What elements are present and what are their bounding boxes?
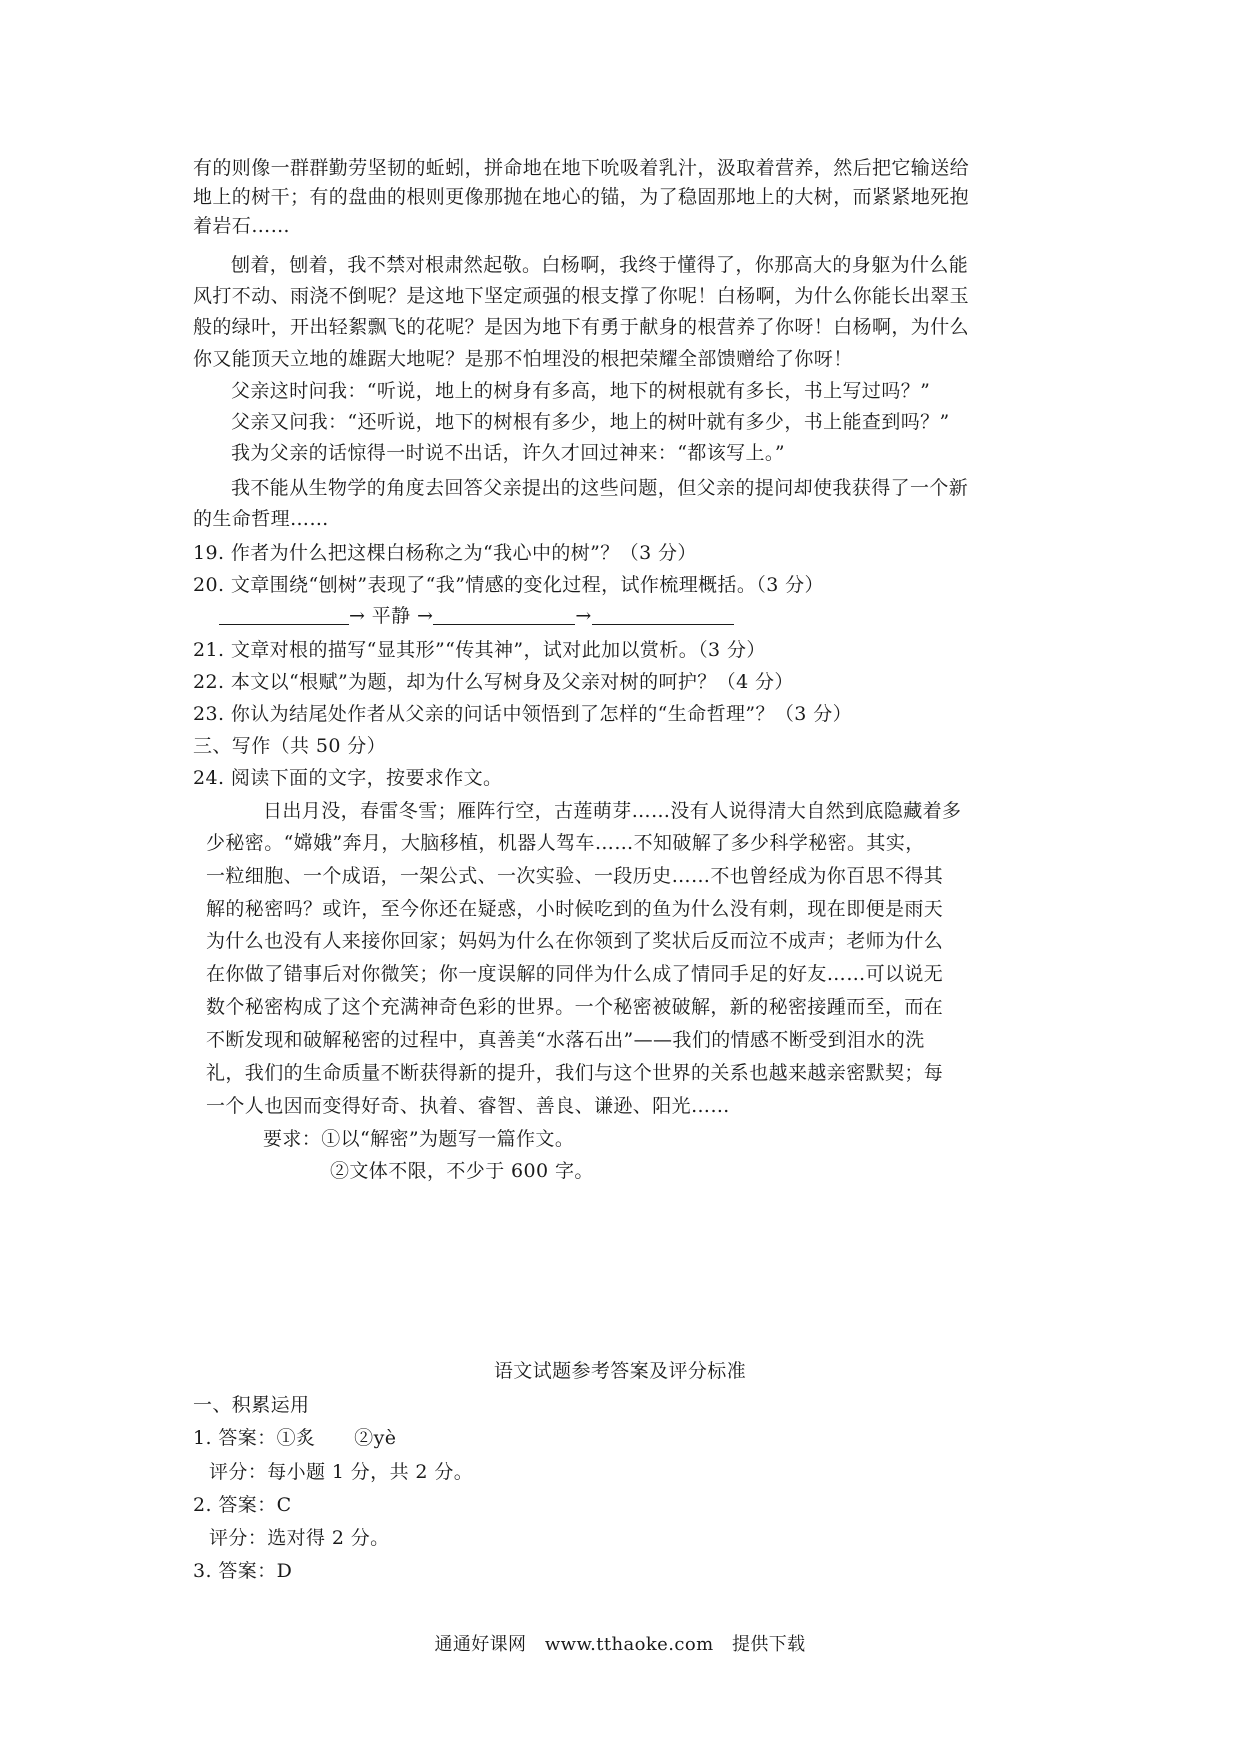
answer-1: 1. 答案：①炙 ②yè: [193, 1427, 397, 1449]
material-line: 在你做了错事后对你微笑；你一度误解的同伴为什么成了情同手足的好友……可以说无: [206, 963, 944, 985]
flow-arrow: →: [417, 605, 434, 627]
passage-line: 刨着，刨着，我不禁对根肃然起敬。白杨啊，我终于懂得了，你那高大的身躯为什么能: [231, 254, 969, 276]
passage-line: 般的绿叶，开出轻絮飘飞的花呢？是因为地下有勇于献身的根营养了你呀！白杨啊，为什么: [193, 316, 970, 338]
passage-line: 的生命哲理……: [193, 508, 329, 530]
material-line: 少秘密。“嫦娥”奔月，大脑移植，机器人驾车……不知破解了多少科学秘密。其实，: [206, 832, 925, 854]
material-line: 为什么也没有人来接你回家；妈妈为什么在你领到了奖状后反而泣不成声；老师为什么: [206, 930, 944, 952]
material-line: 一个人也因而变得好奇、执着、睿智、善良、谦逊、阳光……: [206, 1095, 730, 1117]
passage-line: 父亲这时问我：“听说，地上的树身有多高，地下的树根就有多长，书上写过吗？”: [231, 380, 931, 402]
question-22: 22. 本文以“根赋”为题，却为什么写树身及父亲对树的呵护？（4 分）: [193, 671, 794, 693]
question-20: 20. 文章围绕“刨树”表现了“我”情感的变化过程，试作梳理概括。（3 分）: [193, 574, 824, 596]
answer-1-score: 评分：每小题 1 分，共 2 分。: [209, 1461, 474, 1483]
passage-line: 我不能从生物学的角度去回答父亲提出的这些问题，但父亲的提问却使我获得了一个新: [231, 477, 969, 499]
material-line: 不断发现和破解秘密的过程中，真善美“水落石出”——我们的情感不断受到泪水的洗: [206, 1029, 925, 1051]
answer-blank[interactable]: [592, 604, 734, 625]
answers-section: 一、积累运用: [193, 1394, 310, 1416]
answer-2: 2. 答案：C: [193, 1494, 292, 1516]
requirement-1: 要求：①以“解密”为题写一篇作文。: [263, 1128, 575, 1150]
passage-line: 地上的树干；有的盘曲的根则更像那抛在地心的锚，为了稳固那地上的大树，而紧紧地死抱: [193, 186, 970, 208]
material-line: 解的秘密吗？或许，至今你还在疑惑，小时候吃到的鱼为什么没有刺，现在即便是雨天: [206, 898, 944, 920]
question-20-flow: [219, 602, 734, 630]
flow-calm-label: 平静: [371, 605, 411, 627]
passage-line: 你又能顶天立地的雄踞大地呢？是那不怕埋没的根把荣耀全部馈赠给了你呀！: [193, 348, 853, 370]
question-21: 21. 文章对根的描写“显其形”“传其神”，试对此加以赏析。（3 分）: [193, 639, 766, 661]
passage-line: 风打不动、雨浇不倒呢？是这地下坚定顽强的根支撑了你呢！白杨啊，为什么你能长出翠玉: [193, 285, 970, 307]
requirement-2: ②文体不限，不少于 600 字。: [330, 1160, 594, 1182]
material-line: 数个秘密构成了这个充满神奇色彩的世界。一个秘密被破解，新的秘密接踵而至，而在: [206, 996, 944, 1018]
passage-line: 有的则像一群群勤劳坚韧的蚯蚓，拼命地在地下吮吸着乳汁，汲取着营养，然后把它输送给: [193, 157, 970, 179]
material-line: 礼，我们的生命质量不断获得新的提升，我们与这个世界的关系也越来越亲密默契；每: [206, 1062, 944, 1084]
question-24: 24. 阅读下面的文字，按要求作文。: [193, 767, 503, 789]
material-line: 一粒细胞、一个成语，一架公式、一次实验、一段历史……不也曾经成为你百思不得其: [206, 865, 944, 887]
answer-blank[interactable]: [219, 604, 349, 625]
answers-title: 语文试题参考答案及评分标准: [493, 1360, 747, 1382]
passage-line: 着岩石……: [193, 215, 291, 237]
answer-3: 3. 答案：D: [193, 1560, 293, 1582]
page-footer: 通通好课网 www.tthaoke.com 提供下载: [434, 1634, 806, 1655]
question-23: 23. 你认为结尾处作者从父亲的问话中领悟到了怎样的“生命哲理”？（3 分）: [193, 703, 853, 725]
passage-line: 我为父亲的话惊得一时说不出话，许久才回过神来：“都该写上。”: [231, 442, 785, 464]
writing-heading: 三、写作（共 50 分）: [193, 735, 387, 757]
flow-arrow: →: [575, 605, 592, 627]
passage-line: 父亲又问我：“还听说，地下的树根有多少，地上的树叶就有多少，书上能查到吗？”: [231, 411, 950, 433]
question-19: 19. 作者为什么把这棵白杨称之为“我心中的树”？（3 分）: [193, 542, 697, 564]
answer-2-score: 评分：选对得 2 分。: [209, 1527, 390, 1549]
material-line: 日出月没，春雷冬雪；雁阵行空，古莲萌芽……没有人说得清大自然到底隐藏着多: [263, 800, 962, 822]
flow-arrow: →: [349, 605, 366, 627]
answer-blank[interactable]: [433, 604, 575, 625]
